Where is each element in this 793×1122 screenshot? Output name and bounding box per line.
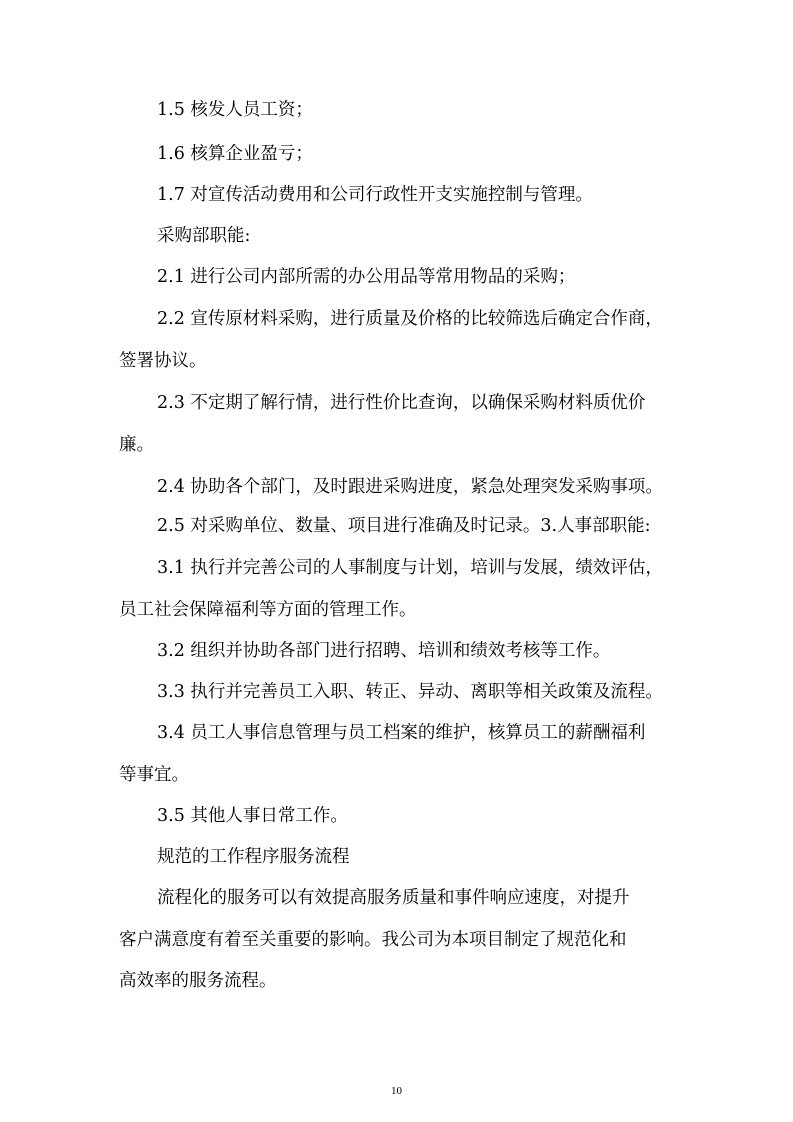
page-number: 10 (391, 1085, 402, 1097)
paragraph-3-4-cont: 等事宜。 (119, 765, 189, 785)
paragraph-3-1: 3.1 执行并完善公司的人事制度与计划，培训与发展，绩效评估， (157, 558, 663, 578)
paragraph-process-cont-2: 高效率的服务流程。 (119, 971, 277, 991)
paragraph-2-3-cont: 廉。 (119, 435, 154, 455)
paragraph-3-3: 3.3 执行并完善员工入职、转正、异动、离职等相关政策及流程。 (157, 682, 663, 702)
paragraph-2-1: 2.1 进行公司内部所需的办公用品等常用物品的采购； (157, 267, 576, 287)
paragraph-1-7: 1.7 对宣传活动费用和公司行政性开支实施控制与管理。 (157, 185, 593, 205)
paragraph-process-cont-1: 客户满意度有着至关重要的影响。我公司为本项目制定了规范化和 (119, 930, 627, 950)
paragraph-3-5: 3.5 其他人事日常工作。 (157, 806, 348, 826)
paragraph-1-5: 1.5 核发人员工资； (157, 100, 313, 120)
paragraph-process: 流程化的服务可以有效提高服务质量和事件响应速度，对提升 (157, 888, 630, 908)
heading-service-process: 规范的工作程序服务流程 (157, 847, 350, 867)
paragraph-2-2: 2.2 宣传原材料采购，进行质量及价格的比较筛选后确定合作商， (157, 309, 663, 329)
paragraph-3-4: 3.4 员工人事信息管理与员工档案的维护，核算员工的薪酬福利 (157, 723, 646, 743)
paragraph-2-5: 2.5 对采购单位、数量、项目进行准确及时记录。3.人事部职能: (157, 516, 651, 536)
paragraph-2-2-cont: 签署协议。 (119, 351, 207, 371)
paragraph-2-4: 2.4 协助各个部门，及时跟进采购进度，紧急处理突发采购事项。 (157, 477, 663, 497)
paragraph-3-1-cont: 员工社会保障福利等方面的管理工作。 (119, 600, 417, 620)
paragraph-3-2: 3.2 组织并协助各部门进行招聘、培训和绩效考核等工作。 (157, 641, 611, 661)
paragraph-1-6: 1.6 核算企业盈亏； (157, 144, 313, 164)
heading-purchasing: 采购部职能: (157, 226, 251, 246)
paragraph-2-3: 2.3 不定期了解行情，进行性价比查询，以确保采购材料质优价 (157, 393, 646, 413)
